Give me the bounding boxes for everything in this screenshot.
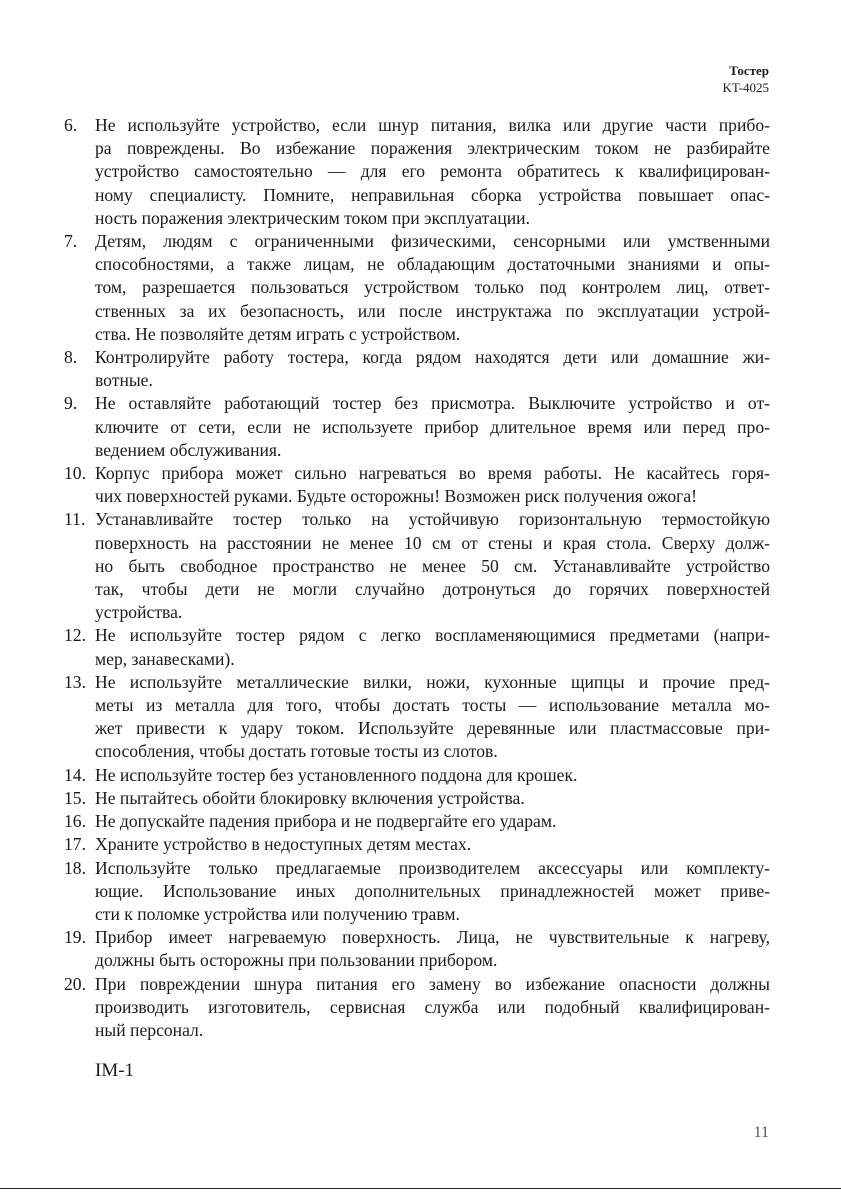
item-text	[95, 973, 770, 1043]
text-line: должны быть осторожны при пользовании прибором.	[95, 950, 498, 971]
document-code: IM-1	[95, 1060, 135, 1081]
text-line: Не используйте тостер рядом с легко воспламеняющимися предметами (напри-	[95, 625, 770, 646]
text-line: производить изготовитель, сервисная служба или подобный квалифицирован-	[95, 996, 770, 1017]
item-number: 18.	[64, 857, 86, 878]
list-item	[64, 114, 770, 230]
item-number: 13.	[64, 671, 86, 692]
item-number: 8.	[64, 347, 78, 368]
text-line: ность поражения электрическим током при эксплуатации.	[95, 207, 530, 228]
text-line: Храните устройство в недоступных детям местах.	[95, 834, 472, 855]
text-line: ра повреждены. Во избежание поражения электрическим током не разбирайте	[95, 138, 770, 159]
list-item	[64, 764, 770, 787]
text-line: поверхность на расстоянии не менее 10 см от стены и края стола. Сверху долж-	[95, 532, 770, 553]
text-line: вотные.	[95, 370, 153, 391]
text-line: ный персонал.	[95, 1019, 204, 1040]
item-number: 12.	[64, 625, 86, 646]
text-line: ющие. Использование иных дополнительных принадлежностей может приве-	[95, 880, 770, 901]
item-text	[95, 926, 770, 972]
item-text	[95, 508, 770, 624]
page-header	[723, 62, 769, 96]
text-line: Не используйте металлические вилки, ножи, кухонные щипцы и прочие пред-	[95, 671, 770, 692]
text-line: сти к поломке устройства или получению травм.	[95, 903, 460, 924]
list-item	[64, 230, 770, 346]
item-text	[95, 833, 770, 856]
bottom-divider	[0, 1188, 841, 1189]
text-line: Не пытайтесь обойти блокировку включения устройства.	[95, 787, 525, 808]
item-number: 11.	[64, 509, 86, 530]
text-line: чих поверхностей руками. Будьте осторожны! Возможен риск получения ожога!	[95, 486, 698, 507]
list-item	[64, 508, 770, 624]
list-item	[64, 462, 770, 508]
product-model: KT-4025	[722, 80, 769, 95]
item-number: 7.	[64, 231, 78, 252]
item-text	[95, 462, 770, 508]
text-line: устройства.	[95, 602, 183, 623]
item-number: 9.	[64, 393, 78, 414]
list-item	[64, 857, 770, 927]
item-text	[95, 346, 770, 392]
item-text	[95, 114, 770, 230]
text-line: меты из металла для того, чтобы достать тосты — использование металла мо-	[95, 695, 770, 716]
text-line: ства. Не позволяйте детям играть с устройством.	[95, 323, 461, 344]
text-line: ственных за их безопасность, или после инструктажа по эксплуатации устрой-	[95, 300, 770, 321]
item-number: 14.	[64, 764, 86, 785]
text-line: но быть свободное пространство не менее 50 см. Устанавливайте устройство	[95, 555, 770, 576]
page-number: 11	[753, 1124, 769, 1141]
list-item	[64, 346, 770, 392]
text-line: Устанавливайте тостер только на устойчивую горизонтальную термостойкую	[95, 509, 770, 530]
text-line: так, чтобы дети не могли случайно дотронуться до горячих поверхностей	[95, 579, 770, 600]
text-line: Не допускайте падения прибора и не подвергайте его ударам.	[95, 811, 557, 832]
text-line: том, разрешается пользоваться устройством только под контролем лиц, ответ-	[95, 277, 770, 298]
text-line: мер, занавесками).	[95, 648, 235, 669]
list-item	[64, 833, 770, 856]
text-line: Не используйте тостер без установленного поддона для крошек.	[95, 764, 578, 785]
item-text	[95, 230, 770, 346]
text-line: Используйте только предлагаемые производителем аксессуары или комплекту-	[95, 857, 770, 878]
list-item	[64, 392, 770, 462]
text-line: При повреждении шнура питания его замену во избежание опасности должны	[95, 973, 770, 994]
item-text	[95, 764, 770, 787]
text-line: Прибор имеет нагреваемую поверхность. Лица, не чувствительные к нагреву,	[95, 927, 770, 948]
text-line: устройство самостоятельно — для его ремонта обратитесь к квалифицирован-	[95, 161, 770, 182]
item-number: 17.	[64, 834, 86, 855]
item-number: 20.	[64, 973, 86, 994]
item-text	[95, 857, 770, 927]
item-text	[95, 392, 770, 462]
text-line: Контролируйте работу тостера, когда рядом находятся дети или домашние жи-	[95, 347, 770, 368]
list-item	[64, 973, 770, 1043]
text-line: жет привести к удару током. Используйте деревянные или пластмассовые при-	[95, 718, 770, 739]
item-number: 16.	[64, 811, 86, 832]
text-line: Корпус прибора может сильно нагреваться во время работы. Не касайтесь горя-	[95, 463, 770, 484]
list-item	[64, 810, 770, 833]
text-line: способностями, а также лицам, не обладающим достаточными знаниями и опы-	[95, 254, 770, 275]
text-line: ключите от сети, если не используете прибор длительное время или перед про-	[95, 416, 770, 437]
item-number: 10.	[64, 463, 86, 484]
list-item	[64, 787, 770, 810]
text-line: Не оставляйте работающий тостер без присмотра. Выключите устройство и от-	[95, 393, 770, 414]
item-text	[95, 671, 770, 764]
item-text	[95, 810, 770, 833]
text-line: ному специалисту. Помните, неправильная сборка устройства повышает опас-	[95, 184, 770, 205]
text-line: Не используйте устройство, если шнур питания, вилка или другие части прибо-	[95, 115, 770, 135]
text-line: Детям, людям с ограниченными физическими, сенсорными или умственными	[95, 231, 770, 252]
item-number: 6.	[64, 115, 78, 135]
item-number: 15.	[64, 787, 86, 808]
list-item	[64, 671, 770, 764]
list-item	[64, 624, 770, 670]
safety-instructions-list	[64, 114, 770, 1042]
product-title: Тостер	[729, 63, 769, 78]
text-line: способления, чтобы достать готовые тосты из слотов.	[95, 741, 498, 762]
item-text	[95, 787, 770, 810]
list-item	[64, 926, 770, 972]
text-line: ведением обслуживания.	[95, 439, 282, 460]
item-number: 19.	[64, 927, 86, 948]
item-text	[95, 624, 770, 670]
